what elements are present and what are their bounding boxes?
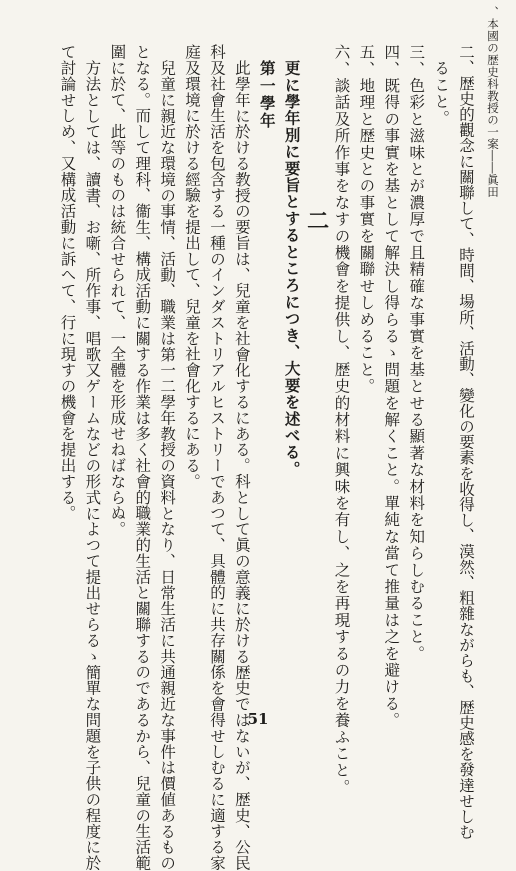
- list-item-3: 三、色彩と滋味とが濃厚で且精確な事實を基とせる顯著な材料を知らしむること。: [407, 44, 426, 662]
- list-item-2-continued: ること。: [432, 59, 451, 127]
- paragraph-line: 圍に於て、此等のものは統合せられて、一全體を形成せねばならぬ。: [108, 44, 127, 537]
- list-item-6: 六、談話及所作事をなすの機會を提供し、歴史的材料に興味を有し、之を再現するの力を養ふこと。: [332, 44, 351, 796]
- paragraph-line: 此學年に於ける教授の要旨は、兒童を社會化するにある。科として眞の意義に於ける歴史ではないが、歴史、公民: [232, 59, 251, 871]
- paragraph-line: て討論せしめ、又構成活動に訴へて、行に現すの機會を提出する。: [58, 44, 77, 521]
- list-item-5: 五、地理と歴史との事實を關聯せしめること。: [357, 44, 376, 395]
- section-number: 二: [303, 209, 330, 231]
- paragraph-line: 庭及環境に於ける經驗を提出して、兒童を社會化するにある。: [183, 44, 202, 490]
- page-number: 51: [247, 710, 269, 728]
- paragraph-line: となる。而して理科、衞生、構成活動に關する作業は多く社會的職業的生活と關聯するのであるから、兒童の生活範: [133, 44, 152, 871]
- paragraph-line: 方法としては、讀書、お噺、所作事、唱歌又ゲームなどの形式によつて提出せらるゝ簡單な問題を子供の程度に於: [83, 59, 102, 871]
- list-item-4: 四、既得の事實を基として解決し得らるゝ問題を解くこと。單純な當て推量は之を避ける。: [382, 44, 401, 729]
- paragraph-line: 科及社會生活を包含する一種のインダストリアルヒストリーであつて、具體的に共存關係を會得せしむるに適する家: [207, 44, 226, 871]
- intro-line: 更に學年別に要旨とするところにつき、大要を述べる。: [282, 59, 302, 477]
- list-item-2: 二、歴史的觀念に關聯して、時間、場所、活動、變化の要素を收得し、漠然、粗雜ながらも、歴史感を發達せしむ: [457, 44, 475, 840]
- year-heading: 第一學年: [257, 59, 277, 130]
- paragraph-line: 兒童に親近な環境の事情、活動、職業は第一二學年教授の資料となり、日常生活に共通親近な事件は價値あるもの: [158, 59, 177, 871]
- running-header: 、本國の歴史科教授の一案――眞田: [486, 6, 500, 198]
